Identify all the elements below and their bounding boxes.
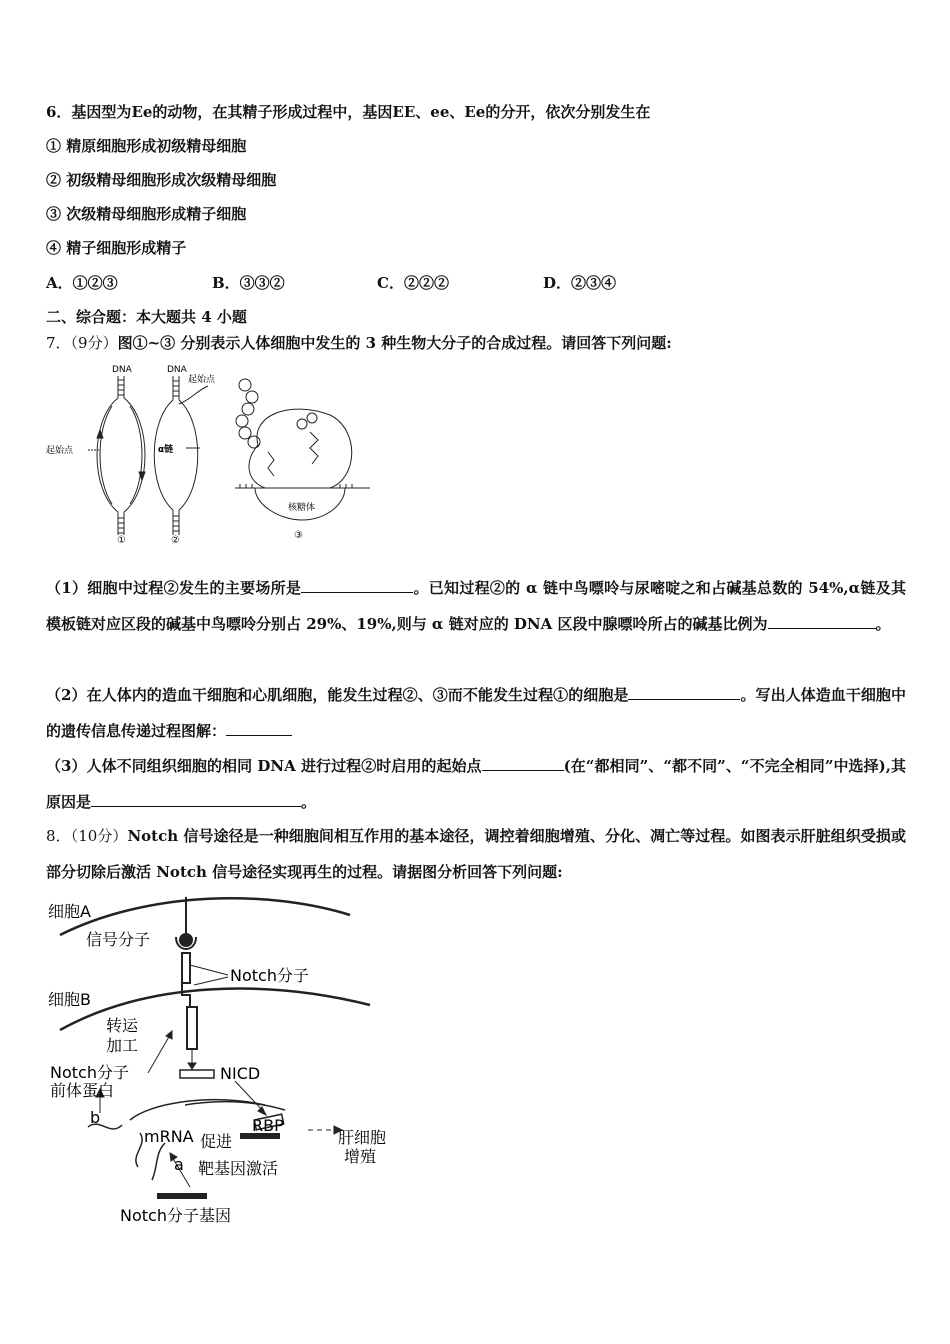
- q7-stem: 图①~③ 分别表示人体细胞中发生的 3 种生物大分子的合成过程。请回答下列问题:: [117, 334, 672, 352]
- q7-answer-blank-5[interactable]: [482, 754, 564, 771]
- q7-part-2: （2）在人体内的造血干细胞和心肌细胞，能发生过程②、③而不能发生过程①的细胞是 。写出人体造血干细胞中的遗传信息传递过程图解：: [46, 677, 906, 749]
- q7-answer-blank-4[interactable]: [226, 719, 292, 736]
- fig8-nicd-shape: [180, 1070, 214, 1078]
- fig8-cell-a-label: 细胞A: [48, 902, 91, 921]
- fig7-dna-replication-panel: [88, 376, 145, 535]
- q7-answer-blank-1[interactable]: [301, 576, 413, 593]
- fig8-precursor-label-2: 前体蛋白: [50, 1081, 115, 1100]
- q6-option-c: C．②②②: [377, 274, 449, 292]
- fig8-notch-gene-label: Notch分子基因: [120, 1206, 231, 1225]
- fig8-membranes: [60, 898, 370, 1030]
- q8-stem: Notch 信号途径是一种细胞间相互作用的基本途径，调控着细胞增殖、分化、凋亡等过程。如图表示肝脏组织受损或部分切除后激活 Notch 信号途径实现再生的过程。请据图分析回答下列问题:: [46, 827, 906, 881]
- fig8-transport-label-2: 加工: [106, 1036, 139, 1055]
- q7-part-3: （3）人体不同组织细胞的相同 DNA 进行过程②时启用的起始点 (在“都相同”、“都不同”、“不完全相同”中选择),其原因是 。: [46, 748, 906, 820]
- fig8-signal-molecule-label: 信号分子: [86, 930, 151, 949]
- q7-answer-blank-2[interactable]: [768, 612, 876, 629]
- fig8-a-label: a: [174, 1155, 184, 1174]
- fig7-translation-panel: [235, 379, 370, 520]
- fig7-transcription-panel: [154, 376, 208, 535]
- fig7-panel-number-3: ③: [294, 530, 303, 541]
- fig7-origin-label-left: 起始点: [46, 446, 74, 456]
- fig8-transport-label-1: 转运: [106, 1016, 139, 1035]
- fig7-dna-label-2: DNA: [167, 365, 187, 375]
- q7-number: 7．: [46, 334, 71, 352]
- fig8-target-activation-label: 靶基因激活: [198, 1159, 279, 1178]
- q6-item-2: ② 初级精母细胞形成次级精母细胞: [46, 171, 277, 189]
- q6-item-1: ① 精原细胞形成初级精母细胞: [46, 137, 247, 155]
- q7-score: （9分）: [70, 334, 118, 352]
- fig8-notch-gene-bar: [157, 1193, 207, 1199]
- fig8-cell-b-label: 细胞B: [48, 990, 91, 1009]
- fig8-precursor-label-1: Notch分子: [50, 1063, 129, 1082]
- q6-option-d: D．②③④: [543, 274, 617, 292]
- q7-header: [46, 333, 672, 353]
- fig7-alpha-chain-label: α链: [158, 445, 174, 455]
- fig8-promote-label: 促进: [200, 1132, 233, 1151]
- q8-number: 8．: [46, 827, 71, 845]
- q6-stem: 6．基因型为Ee的动物，在其精子形成过程中，基因EE、ee、Ee的分开，依次分别发生在: [46, 103, 651, 121]
- q6-item-3: ③ 次级精母细胞形成精子细胞: [46, 205, 247, 223]
- fig8-b-label: b: [90, 1108, 101, 1127]
- fig7-dna-label-1: DNA: [112, 365, 132, 375]
- fig8-rbp-label: RBP: [252, 1116, 284, 1135]
- fig8-nicd-label: NICD: [220, 1064, 261, 1083]
- fig7-panel-number-1: ①: [117, 535, 126, 545]
- fig7-ribosome-label: 核糖体: [288, 503, 316, 513]
- q7-answer-blank-6[interactable]: [91, 790, 301, 807]
- fig8-liver-label-2: 增殖: [344, 1147, 377, 1166]
- fig7-panel-number-2: ②: [171, 535, 180, 545]
- q7-answer-blank-3[interactable]: [628, 683, 740, 700]
- fig8-mrna-label: mRNA: [144, 1127, 194, 1146]
- fig8-arrows: [96, 965, 342, 1187]
- q7-part-1: （1）细胞中过程②发生的主要场所是 。已知过程②的 α 链中鸟嘌呤与尿嘧啶之和占碱基总数的 54%,α链及其模板链对应区段的碱基中鸟嘌呤分别占 29%、19%,则与 α 链对应的 DNA 区段中腺嘌呤所占的碱基比例为 。: [46, 570, 906, 642]
- q8-figure: [40, 895, 400, 1230]
- q8-stem-block: [46, 818, 906, 890]
- fig8-liver-label-1: 肝细胞: [338, 1128, 387, 1147]
- q7-figure: [40, 360, 370, 545]
- section-heading: 二、综合题：本大题共 4 小题: [46, 308, 247, 326]
- q8-score: （10分）: [70, 827, 128, 845]
- fig7-origin-label-top: 起始点: [188, 375, 216, 385]
- fig8-signal-receptor: [176, 897, 197, 1049]
- q6-item-4: ④ 精子细胞形成精子: [46, 239, 187, 257]
- q6-option-a: A．①②③: [46, 274, 118, 292]
- q6-option-b: B．③③②: [212, 274, 285, 292]
- fig8-notch-label: Notch分子: [230, 966, 309, 985]
